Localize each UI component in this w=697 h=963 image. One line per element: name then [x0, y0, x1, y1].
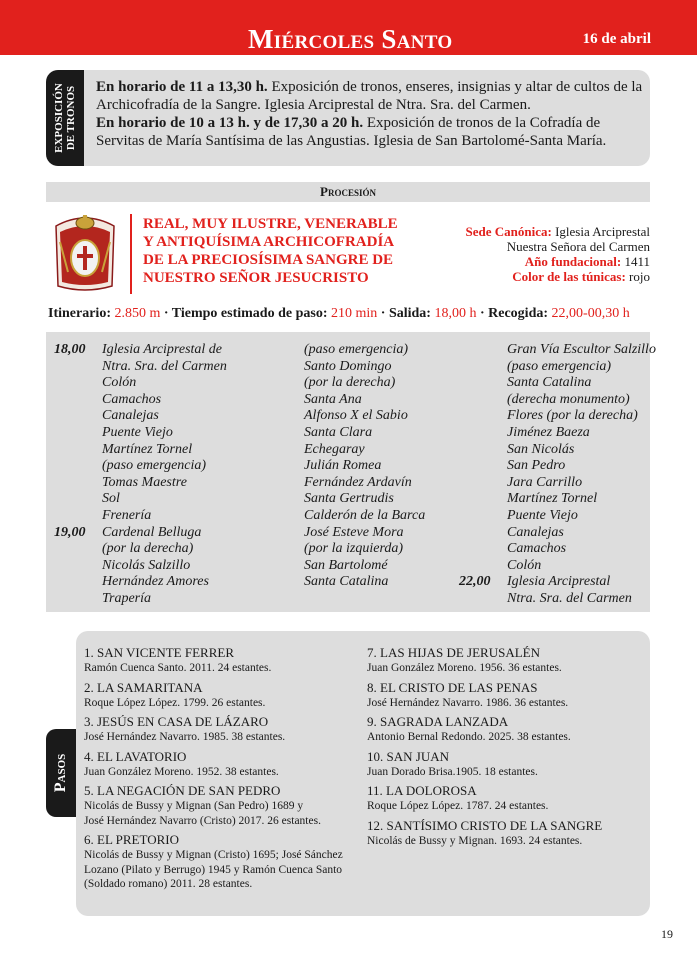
route-street [102, 359, 227, 376]
paso-title: 11. LA DOLOROSA [367, 783, 477, 798]
route-street-name: Canalejas [507, 524, 564, 540]
paso-item [367, 818, 647, 849]
route-street [304, 458, 425, 475]
route-street [507, 375, 656, 392]
paso-description: Nicolás de Bussy y Mignan. 1693. 24 estantes. [367, 834, 583, 847]
exposicion-p2-hours: En horario de 10 a 13 h. y de 17,30 a 20 h. [96, 115, 364, 131]
paso-title: 8. EL CRISTO DE LAS PENAS [367, 679, 538, 695]
route-street [507, 475, 656, 492]
route-street [304, 508, 425, 525]
route-street [507, 525, 656, 542]
route-street-name: Cardenal Belluga [102, 524, 202, 540]
route-street [102, 458, 227, 475]
route-street-name: Santa Catalina [304, 574, 389, 590]
route-street-name: (paso emergencia) [507, 358, 612, 374]
route-street-name: Hernández Amores [102, 574, 209, 590]
route-street-name: Santa Clara [304, 424, 373, 440]
route-street [102, 541, 227, 558]
route-street [304, 491, 425, 508]
paso-description: José Hernández Navarro. 1986. 36 estantes. [367, 696, 569, 709]
route-street-name: Nicolás Salzillo [102, 557, 191, 573]
route-street [507, 541, 656, 558]
route-street-name: Ntra. Sra. del Carmen [102, 358, 227, 374]
pasos-column-left [84, 645, 364, 896]
exposicion-p2-text: Exposición de tronos de la Cofradía de Servitas de María Santísima de las Angustias. Iglesia de San Bartolomé-Santa María. [96, 115, 607, 149]
paso-title: 9. SAGRADA LANZADA [367, 714, 509, 729]
route-street [459, 574, 656, 591]
paso-title: 12. SANTÍSIMO CRISTO DE LA SANGRE [367, 817, 603, 833]
route-street-name: Tomas Maestre [102, 474, 187, 490]
route-time: 19,00 [54, 524, 86, 540]
procesion-label: Procesión [320, 184, 376, 199]
itinerary-summary [48, 306, 652, 322]
route-street [102, 574, 227, 591]
paso-description: Roque López López. 1799. 26 estantes. [84, 696, 266, 709]
route-street-name: Camachos [507, 541, 567, 557]
route-street [304, 425, 425, 442]
route-street-name: San Nicolás [507, 441, 575, 457]
route-street [507, 408, 656, 425]
route-street-name: Colón [507, 557, 542, 573]
route-street-name: Flores (por la derecha) [507, 408, 638, 424]
procesion-bar [46, 182, 650, 202]
route-street [507, 458, 656, 475]
route-street [102, 425, 227, 442]
paso-description: Juan González Moreno. 1956. 36 estantes. [367, 662, 562, 674]
route-street-name: Fernández Ardavín [304, 474, 412, 490]
route-street-name: Santa Gertrudis [304, 491, 394, 507]
route-street [102, 508, 227, 525]
paso-description: José Hernández Navarro. 1985. 38 estantes. [84, 731, 286, 743]
route-street [304, 359, 425, 376]
route-street-name: San Pedro [507, 458, 566, 474]
route-street [102, 375, 227, 392]
time-label: Tiempo estimado de paso: [171, 306, 328, 321]
route-street [507, 342, 656, 359]
itinerary-label: Itinerario: [48, 306, 111, 321]
page-date: 16 de abril [582, 31, 651, 47]
page-title: Miércoles Santo [248, 24, 453, 54]
route-street-name: (por la derecha) [102, 541, 194, 557]
paso-item [84, 645, 364, 676]
paso-description: Lozano (Pilato y Berrugo) 1945 y Ramón Cuenca Santo [84, 863, 343, 876]
paso-description: Roque López López. 1787. 24 estantes. [367, 800, 549, 812]
route-street-name: Santa Ana [304, 391, 362, 407]
route-street-name: Alfonso X el Sabio [304, 408, 408, 424]
separator: · [377, 306, 389, 321]
paso-item [367, 783, 647, 814]
route-street [304, 525, 425, 542]
paso-description: Juan González Moreno. 1952. 38 estantes. [84, 765, 279, 778]
route-street [54, 342, 227, 359]
return-label: Recogida: [488, 306, 549, 321]
route-street [102, 408, 227, 425]
color-label: Color de las túnicas: [512, 269, 626, 284]
route-street [304, 442, 425, 459]
brotherhood-name-line: REAL, MUY ILUSTRE, VENERABLE [143, 216, 398, 232]
paso-description: Nicolás de Bussy y Mignan (San Pedro) 1689 y [84, 800, 304, 812]
exposicion-tab [46, 70, 84, 166]
exposicion-p1-hours: En horario de 11 a 13,30 h. [96, 79, 268, 95]
route-column-3 [459, 342, 656, 608]
color-tunicas [390, 269, 650, 284]
paso-description: Antonio Bernal Redondo. 2025. 38 estantes. [367, 731, 571, 743]
route-time: 22,00 [459, 574, 491, 590]
exposicion-tab-label-line2: DE TRONOS [65, 85, 77, 151]
separator: · [160, 306, 172, 321]
brotherhood-divider [130, 214, 132, 294]
brotherhood-name-line: Y ANTIQUÍSIMA ARCHICOFRADÍA [143, 234, 395, 250]
return-value: 22,00-00,30 h [551, 306, 630, 321]
route-street [507, 491, 656, 508]
route-street-name: Ntra. Sra. del Carmen [507, 590, 632, 606]
route-street [304, 375, 425, 392]
paso-description: Ramón Cuenca Santo. 2011. 24 estantes. [84, 662, 272, 674]
paso-title: 4. EL LAVATORIO [84, 748, 187, 764]
separator: · [476, 306, 489, 321]
brotherhood-name-line: NUESTRO SEÑOR JESUCRISTO [143, 270, 369, 286]
sede-canonica [390, 224, 650, 239]
exposicion-p1-text: Exposición de tronos, enseres, insignias y altar de cultos de la Archicofradía de la Sangre. Iglesia Arciprestal de Ntra. Sra. del Carmen. [96, 79, 643, 113]
route-street-name: (por la izquierda) [304, 541, 404, 557]
route-street [304, 475, 425, 492]
route-street [304, 541, 425, 558]
route-street [507, 591, 656, 608]
route-street [507, 508, 656, 525]
paso-item [84, 749, 364, 780]
route-street [507, 425, 656, 442]
paso-item [367, 714, 647, 745]
paso-title: 5. LA NEGACIÓN DE SAN PEDRO [84, 783, 281, 798]
route-street-name: Echegaray [304, 441, 365, 457]
route-street-name: Canalejas [102, 408, 159, 424]
anio-fundacional [390, 254, 650, 269]
route-street [507, 558, 656, 575]
paso-item [367, 680, 647, 711]
paso-title: 7. LAS HIJAS DE JERUSALÉN [367, 645, 540, 660]
route-street-name: Iglesia Arciprestal de [102, 342, 223, 357]
exposicion-panel [46, 70, 650, 166]
paso-description: Nicolás de Bussy y Mignan (Cristo) 1695; José Sánchez [84, 849, 343, 861]
route-street [102, 491, 227, 508]
route-street-name: José Esteve Mora [304, 524, 404, 540]
route-column-2 [304, 342, 425, 591]
route-street [507, 392, 656, 409]
paso-title: 2. LA SAMARITANA [84, 679, 203, 695]
brotherhood-meta [390, 224, 650, 284]
route-street-name: Puente Viejo [507, 507, 578, 523]
route-column-1 [54, 342, 227, 608]
paso-item [367, 749, 647, 780]
time-value: 210 min [331, 306, 378, 321]
route-street-name: Martínez Tornel [102, 441, 193, 457]
route-street [102, 591, 227, 608]
route-street [102, 442, 227, 459]
page-number: 19 [661, 927, 673, 941]
route-street-name: Sol [102, 491, 120, 507]
route-street [102, 475, 227, 492]
paso-item [84, 832, 364, 892]
paso-item [84, 783, 364, 828]
itinerary-value: 2.850 m [114, 306, 161, 321]
route-street [102, 558, 227, 575]
route-street-name: Santo Domingo [304, 358, 392, 374]
route-street [304, 558, 425, 575]
route-street-name: Calderón de la Barca [304, 507, 426, 523]
paso-title: 1. SAN VICENTE FERRER [84, 645, 234, 660]
route-street-name: Colón [102, 375, 137, 391]
route-street-name: Iglesia Arciprestal [507, 574, 611, 590]
paso-title: 6. EL PRETORIO [84, 832, 179, 847]
color-value: rojo [625, 269, 650, 284]
route-street-name: Gran Vía Escultor Salzillo [507, 342, 656, 357]
route-street-name: (paso emergencia) [304, 342, 409, 357]
paso-description: Juan Dorado Brisa.1905. 18 estantes. [367, 765, 538, 778]
departure-value: 18,00 h [434, 306, 477, 321]
route-street-name: Santa Catalina [507, 375, 592, 391]
exposicion-tab-label-line1: EXPOSICIÓN [53, 83, 65, 153]
route-street [304, 574, 425, 591]
anio-value: 1411 [621, 254, 650, 269]
exposicion-paragraph-2 [96, 114, 646, 150]
pasos-tab-label: Pasos [52, 753, 69, 793]
route-street [507, 442, 656, 459]
paso-item [367, 645, 647, 676]
route-street-name: (paso emergencia) [102, 458, 207, 474]
paso-item [84, 680, 364, 711]
route-street [304, 392, 425, 409]
anio-label: Año fundacional: [524, 254, 622, 269]
route-street-name: (derecha monumento) [507, 391, 630, 407]
brotherhood-name [143, 215, 423, 287]
pasos-tab [46, 729, 76, 817]
route-street-name: Jiménez Baeza [507, 424, 590, 440]
paso-description: (Soldado romano) 2011. 28 estantes. [84, 878, 253, 890]
departure-label: Salida: [388, 306, 431, 321]
route-street [102, 392, 227, 409]
route-street-name: (por la derecha) [304, 375, 396, 391]
pasos-column-right [367, 645, 647, 852]
exposicion-tab-label [53, 83, 77, 153]
route-time: 18,00 [54, 342, 86, 357]
paso-title: 3. JESÚS EN CASA DE LÁZARO [84, 714, 269, 729]
sede-value-line2: Nuestra Señora del Carmen [506, 239, 650, 254]
route-panel [46, 332, 656, 612]
sede-value: Iglesia Arciprestal [551, 224, 650, 239]
route-street-name: Jara Carrillo [507, 474, 583, 490]
route-street-name: Martínez Tornel [507, 491, 598, 507]
route-street [304, 408, 425, 425]
route-street-name: Trapería [102, 590, 152, 606]
paso-item [84, 714, 364, 745]
paso-title: 10. SAN JUAN [367, 748, 449, 764]
crest-icon [52, 212, 118, 292]
page-header [0, 0, 697, 55]
route-street-name: Frenería [102, 507, 152, 523]
route-street [54, 524, 227, 542]
exposicion-paragraph-1 [96, 78, 646, 114]
sede-label: Sede Canónica: [465, 224, 552, 239]
route-street [507, 359, 656, 376]
route-street-name: Camachos [102, 391, 162, 407]
route-street-name: San Bartolomé [304, 557, 388, 573]
paso-description: José Hernández Navarro (Cristo) 2017. 26 estantes. [84, 814, 321, 827]
route-street-name: Puente Viejo [102, 424, 173, 440]
route-street-name: Julián Romea [304, 458, 382, 474]
exposicion-text [96, 78, 646, 150]
route-street [304, 342, 425, 359]
brotherhood-name-line: DE LA PRECIOSÍSIMA SANGRE DE [143, 252, 394, 268]
